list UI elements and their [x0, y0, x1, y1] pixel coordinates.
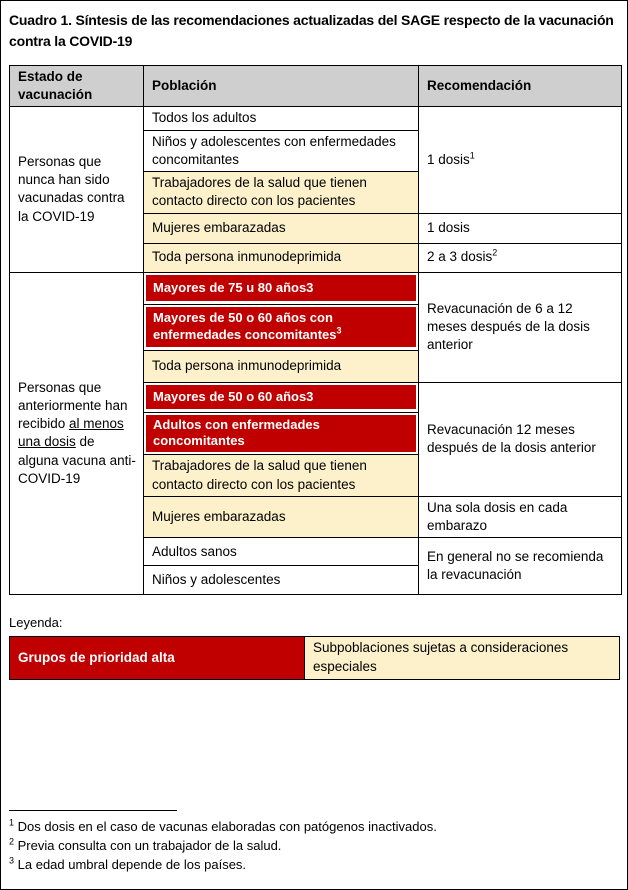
population-cell: Niños y adolescentes con enfermedades concomitantes	[144, 130, 419, 171]
special-population-cell: Trabajadores de la salud que tienen contacto directo con los pacientes	[144, 172, 419, 213]
footnote-marker: 2	[9, 836, 15, 847]
table-header-row	[10, 66, 622, 107]
legend-table	[9, 636, 620, 680]
priority-population-text: Adultos con enfermedades concomitantes	[146, 415, 416, 453]
population-cell: Niños y adolescentes	[144, 566, 419, 595]
footnote-text: La edad umbral depende de los países.	[17, 857, 247, 873]
special-population-cell: Mujeres embarazadas	[144, 213, 419, 243]
recommendation-cell: Revacunación 12 meses después de la dosis anterior	[419, 382, 622, 496]
legend-label: Leyenda:	[9, 615, 63, 631]
table-row	[10, 107, 622, 130]
legend-high-priority-cell: Grupos de prioridad alta	[10, 637, 305, 680]
recommendation-cell: Una sola dosis en cada embarazo	[419, 496, 622, 537]
footnote-marker: 3	[9, 855, 15, 866]
estado-text: de alguna vacuna anti-COVID-19	[18, 434, 136, 486]
recommendation-cell: 1 dosis	[419, 213, 622, 243]
priority-population-text: Mayores de 75 u 80 años3	[146, 275, 416, 301]
special-population-cell: Mujeres embarazadas	[144, 496, 419, 537]
header-recomendacion: Recomendación	[419, 66, 622, 107]
special-population-cell: Toda persona inmunodeprimida	[144, 350, 419, 382]
estado-grupo1-cell: Personas que nunca han sido vacunadas contra la COVID-19	[10, 107, 144, 272]
footnote-marker: 2	[492, 247, 498, 258]
recommendation-cell	[419, 107, 622, 213]
header-poblacion: Población	[144, 66, 419, 107]
priority-population-label: Mayores de 50 o 60 años con enfermedades concomitantes	[153, 310, 337, 343]
footnote-marker: 3	[336, 325, 342, 336]
recommendation-text: 1 dosis	[427, 151, 470, 167]
population-cell: Todos los adultos	[144, 107, 419, 130]
recommendation-cell: Revacunación de 6 a 12 meses después de la dosis anterior	[419, 272, 622, 382]
legend-row	[10, 637, 620, 680]
footnote-text: Dos dosis en el caso de vacunas elaboradas con patógenos inactivados.	[17, 819, 437, 835]
recommendations-table	[9, 65, 622, 595]
priority-population-text	[146, 307, 416, 347]
document-title: Cuadro 1. Síntesis de las recomendaciones actualizadas del SAGE respecto de la vacunación contra la COVID-19	[9, 12, 614, 49]
footnote-separator	[9, 810, 177, 811]
priority-population-cell	[144, 412, 419, 455]
footnote-marker: 1	[469, 150, 475, 161]
priority-population-cell	[144, 382, 419, 412]
recommendation-cell	[419, 243, 622, 272]
estado-underlined-text: al menos una dosis	[18, 416, 124, 450]
population-cell: Adultos sanos	[144, 538, 419, 566]
priority-population-cell	[144, 304, 419, 350]
recommendation-cell: En general no se recomienda la revacunación	[419, 538, 622, 595]
special-population-cell: Toda persona inmunodeprimida	[144, 243, 419, 272]
legend-special-cell: Subpoblaciones sujetas a consideraciones especiales	[305, 637, 620, 680]
table-row	[10, 272, 622, 304]
priority-population-text: Mayores de 50 o 60 años3	[146, 385, 416, 409]
special-population-cell: Trabajadores de la salud que tienen contacto directo con los pacientes	[144, 455, 419, 496]
estado-grupo2-cell	[10, 272, 144, 595]
footnote	[9, 818, 619, 837]
footnote-marker: 1	[9, 818, 15, 829]
footnote-text: Previa consulta con un trabajador de la salud.	[17, 838, 282, 854]
priority-population-cell	[144, 272, 419, 304]
footnote	[9, 837, 619, 856]
recommendation-text: 2 a 3 dosis	[427, 249, 493, 265]
header-estado-vacunacion: Estado de vacunación	[10, 66, 144, 107]
footnote	[9, 856, 619, 875]
footnotes-section	[9, 810, 619, 881]
estado-text: Personas que anteriormente han recibido	[18, 379, 128, 432]
